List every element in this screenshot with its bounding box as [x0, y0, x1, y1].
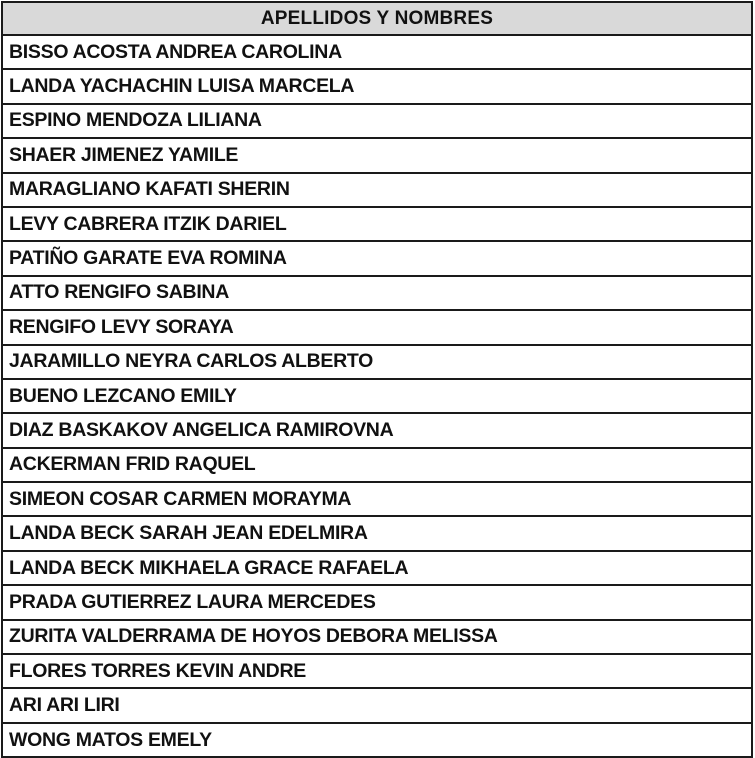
names-table-head: [2, 2, 752, 35]
table-row: [2, 379, 752, 413]
name-cell: SHAER JIMENEZ YAMILE: [2, 138, 752, 172]
table-row: [2, 173, 752, 207]
table-row: [2, 654, 752, 688]
name-cell: ESPINO MENDOZA LILIANA: [2, 104, 752, 138]
table-row: [2, 585, 752, 619]
name-cell: ARI ARI LIRI: [2, 688, 752, 722]
table-row: [2, 35, 752, 69]
name-cell: SIMEON COSAR CARMEN MORAYMA: [2, 482, 752, 516]
name-cell: PATIÑO GARATE EVA ROMINA: [2, 241, 752, 275]
table-row: [2, 276, 752, 310]
name-cell: BISSO ACOSTA ANDREA CAROLINA: [2, 35, 752, 69]
table-row: [2, 482, 752, 516]
name-cell: FLORES TORRES KEVIN ANDRE: [2, 654, 752, 688]
names-table: [1, 1, 753, 758]
name-cell: WONG MATOS EMELY: [2, 723, 752, 757]
table-row: [2, 413, 752, 447]
table-row: [2, 138, 752, 172]
name-cell: ACKERMAN FRID RAQUEL: [2, 448, 752, 482]
table-row: [2, 448, 752, 482]
table-row: [2, 345, 752, 379]
table-row: [2, 551, 752, 585]
table-row: [2, 207, 752, 241]
table-row: [2, 241, 752, 275]
name-cell: ZURITA VALDERRAMA DE HOYOS DEBORA MELISSA: [2, 620, 752, 654]
table-row: [2, 723, 752, 757]
name-cell: MARAGLIANO KAFATI SHERIN: [2, 173, 752, 207]
names-table-body: [2, 35, 752, 757]
table-row: [2, 688, 752, 722]
name-cell: LANDA BECK SARAH JEAN EDELMIRA: [2, 516, 752, 550]
name-cell: DIAZ BASKAKOV ANGELICA RAMIROVNA: [2, 413, 752, 447]
table-row: [2, 69, 752, 103]
table-row: [2, 516, 752, 550]
name-cell: JARAMILLO NEYRA CARLOS ALBERTO: [2, 345, 752, 379]
name-cell: ATTO RENGIFO SABINA: [2, 276, 752, 310]
header-row: [2, 2, 752, 35]
column-header-apellidos-nombres: APELLIDOS Y NOMBRES: [2, 2, 752, 35]
table-row: [2, 310, 752, 344]
name-cell: LANDA YACHACHIN LUISA MARCELA: [2, 69, 752, 103]
table-row: [2, 620, 752, 654]
name-cell: PRADA GUTIERREZ LAURA MERCEDES: [2, 585, 752, 619]
table-row: [2, 104, 752, 138]
name-cell: RENGIFO LEVY SORAYA: [2, 310, 752, 344]
name-cell: LANDA BECK MIKHAELA GRACE RAFAELA: [2, 551, 752, 585]
name-cell: LEVY CABRERA ITZIK DARIEL: [2, 207, 752, 241]
name-cell: BUENO LEZCANO EMILY: [2, 379, 752, 413]
